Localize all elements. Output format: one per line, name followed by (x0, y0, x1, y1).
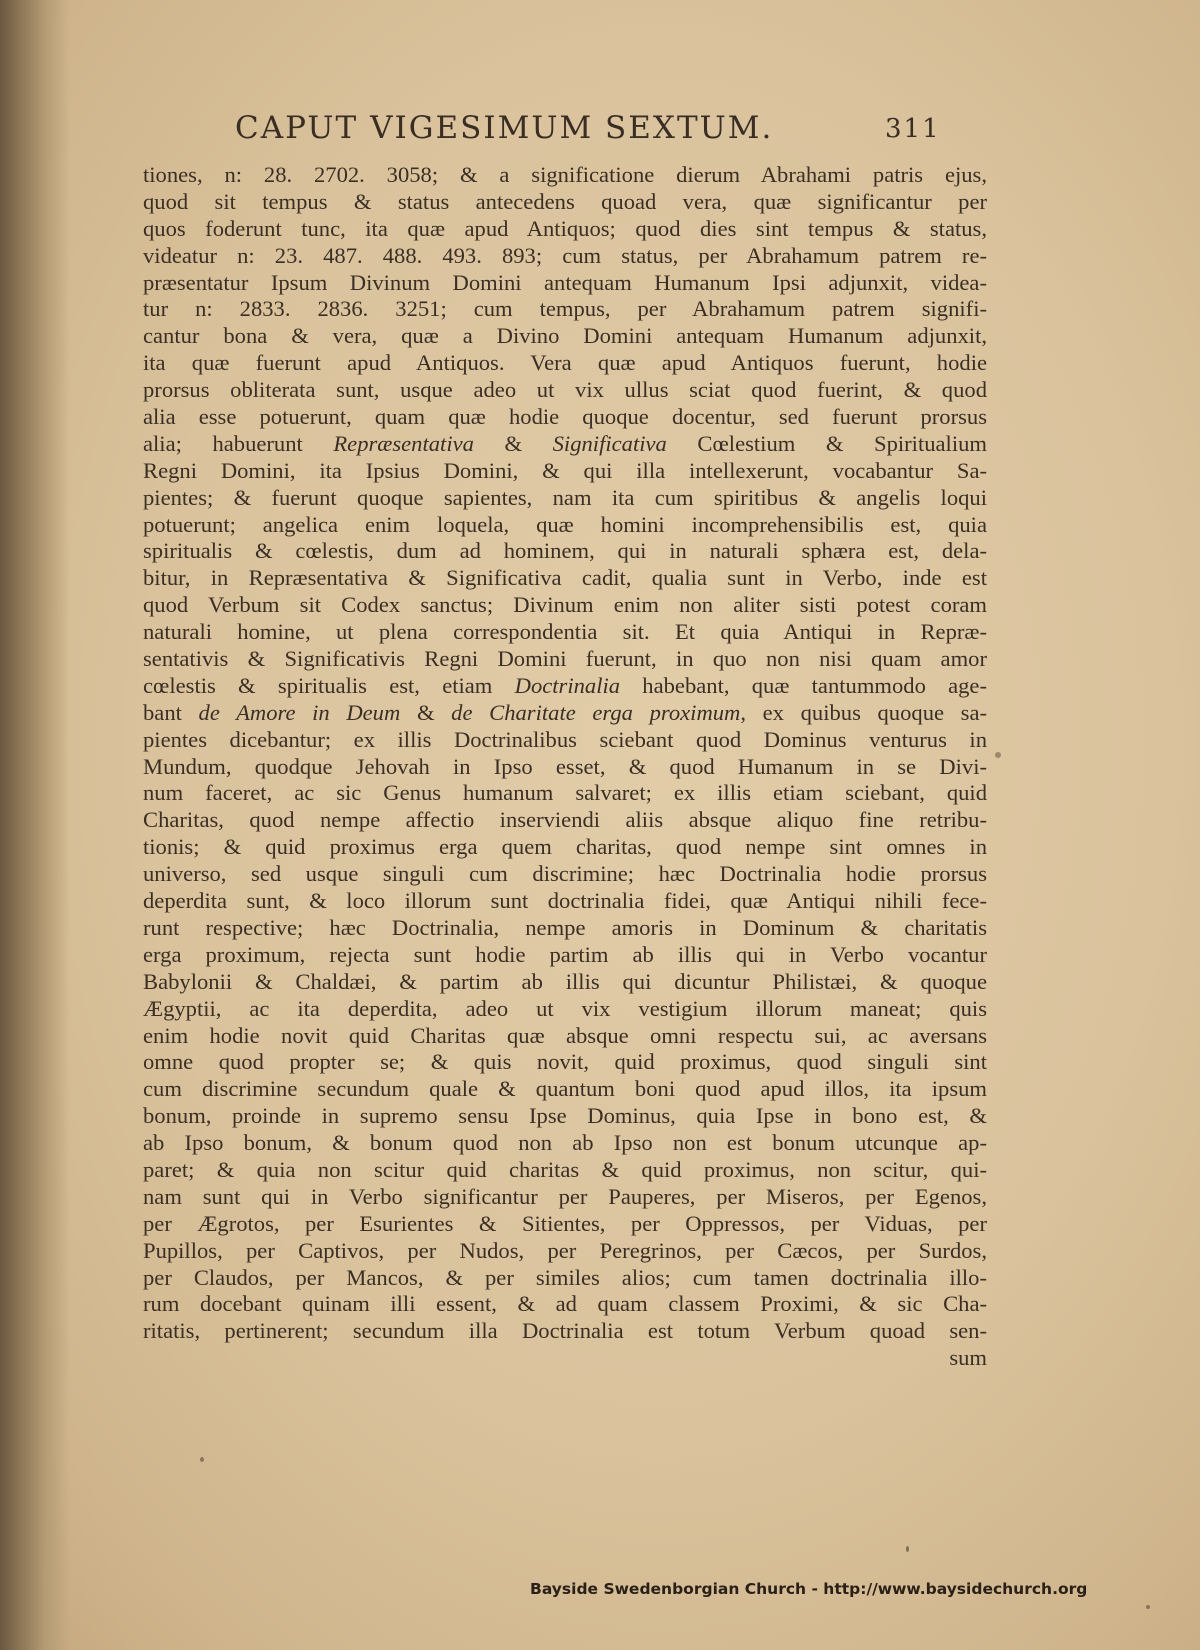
text-line: spiritualis & cœlestis, dum ad hominem, qui in naturali sphæra est, dela- (143, 538, 987, 564)
body-text (143, 162, 987, 1372)
text-line: tur n: 2833. 2836. 3251; cum tempus, per Abrahamum patrem signifi- (143, 296, 987, 322)
running-head: CAPUT VIGESIMUM SEXTUM. (235, 110, 774, 146)
text-line: universo, sed usque singuli cum discrimine; hæc Doctrinalia hodie prorsus (143, 861, 987, 887)
text-line: cœlestis & spiritualis est, etiam Doctrinalia habebant, quæ tantummodo age- (143, 672, 987, 698)
text-line: ab Ipso bonum, & bonum quod non ab Ipso non est bonum utcunque ap- (143, 1130, 987, 1156)
paper-speck (200, 1457, 204, 1462)
text-line: videatur n: 23. 487. 488. 493. 893; cum status, per Abrahamum patrem re- (143, 242, 987, 268)
text-line: prorsus obliterata sunt, usque adeo ut vix ullus sciat quod fuerint, & quod (143, 377, 987, 403)
text-line: rum docebant quinam illi essent, & ad quam classem Proximi, & sic Cha- (143, 1291, 987, 1317)
text-line: Pupillos, per Captivos, per Nudos, per Peregrinos, per Cæcos, per Surdos, (143, 1237, 987, 1263)
text-line: runt respective; hæc Doctrinalia, nempe amoris in Dominum & charitatis (143, 914, 987, 940)
text-line: quod sit tempus & status antecedens quoad vera, quæ significantur per (143, 188, 987, 214)
text-line: nam sunt qui in Verbo significantur per Pauperes, per Miseros, per Egenos, (143, 1183, 987, 1209)
text-line: bonum, proinde in supremo sensu Ipse Dominus, quia Ipse in bono est, & (143, 1103, 987, 1129)
footer-credit: Bayside Swedenborgian Church - http://www.baysidechurch.org (530, 1580, 1088, 1598)
catchword: sum (949, 1345, 987, 1371)
page-number: 311 (885, 114, 941, 144)
text-line: omne quod propter se; & quis novit, quid proximus, quod singuli sint (143, 1049, 987, 1075)
text-line: cantur bona & vera, quæ a Divino Domini antequam Humanum adjunxit, (143, 323, 987, 349)
paper-speck (1146, 1605, 1150, 1609)
text-line: alia; habuerunt Repræsentativa & Significativa Cœlestium & Spiritualium (143, 430, 987, 456)
text-line: enim hodie novit quid Charitas quæ absque omni respectu sui, ac aversans (143, 1022, 987, 1048)
text-line: tionis; & quid proximus erga quem charitas, quod nempe sint omnes in (143, 834, 987, 860)
text-line: cum discrimine secundum quale & quantum boni quod apud illos, ita ipsum (143, 1076, 987, 1102)
text-line: tiones, n: 28. 2702. 3058; & a significatione dierum Abrahami patris ejus, (143, 162, 987, 187)
text-line: pientes dicebantur; ex illis Doctrinalibus sciebant quod Dominus venturus in (143, 726, 987, 752)
text-line: deperdita sunt, & loco illorum sunt doctrinalia fidei, quæ Antiqui nihili fece- (143, 888, 987, 914)
text-line: quod Verbum sit Codex sanctus; Divinum enim non aliter sisti potest coram (143, 592, 987, 618)
text-line: Babylonii & Chaldæi, & partim ab illis qui dicuntur Philistæi, & quoque (143, 968, 987, 994)
text-line: per Claudos, per Mancos, & per similes alios; cum tamen doctrinalia illo- (143, 1264, 987, 1290)
text-line: Ægyptii, ac ita deperdita, adeo ut vix vestigium illorum maneat; quis (143, 995, 987, 1021)
text-line: erga proximum, rejecta sunt hodie partim ab illis qui in Verbo vocantur (143, 941, 987, 967)
text-line: Charitas, quod nempe affectio inserviendi aliis absque aliquo fine retribu- (143, 807, 987, 833)
spine-shadow (0, 0, 70, 1650)
text-line: pientes; & fuerunt quoque sapientes, nam ita cum spiritibus & angelis loqui (143, 484, 987, 510)
text-line: Regni Domini, ita Ipsius Domini, & qui illa intellexerunt, vocabantur Sa- (143, 457, 987, 483)
text-line: præsentatur Ipsum Divinum Domini antequam Humanum Ipsi adjunxit, videa- (143, 269, 987, 295)
text-line: bant de Amore in Deum & de Charitate erga proximum, ex quibus quoque sa- (143, 699, 988, 725)
text-line: bitur, in Repræsentativa & Significativa cadit, qualia sunt in Verbo, inde est (143, 565, 987, 591)
paper-speck (906, 1546, 909, 1552)
text-line: Mundum, quodque Jehovah in Ipso esset, & quod Humanum in se Divi- (143, 753, 987, 779)
text-line: num faceret, ac sic Genus humanum salvaret; ex illis etiam sciebant, quid (143, 780, 987, 806)
text-line: ritatis, pertinerent; secundum illa Doctrinalia est totum Verbum quoad sen- (143, 1318, 987, 1344)
text-line: quos foderunt tunc, ita quæ apud Antiquos; quod dies sint tempus & status, (143, 215, 987, 241)
paper-speck (995, 752, 1001, 758)
text-line: potuerunt; angelica enim loquela, quæ homini incomprehensibilis est, quia (143, 511, 987, 537)
text-line: sentativis & Significativis Regni Domini fuerunt, in quo non nisi quam amor (143, 646, 987, 672)
text-line: ita quæ fuerunt apud Antiquos. Vera quæ apud Antiquos fuerunt, hodie (143, 350, 987, 376)
text-line: alia esse potuerunt, quam quæ hodie quoque docentur, sed fuerunt prorsus (143, 404, 987, 430)
text-line: per Ægrotos, per Esurientes & Sitientes, per Oppressos, per Viduas, per (143, 1210, 987, 1236)
text-line: naturali homine, ut plena correspondentia sit. Et quia Antiqui in Repræ- (143, 619, 987, 645)
text-line: paret; & quia non scitur quid charitas & quid proximus, non scitur, qui- (143, 1156, 987, 1182)
